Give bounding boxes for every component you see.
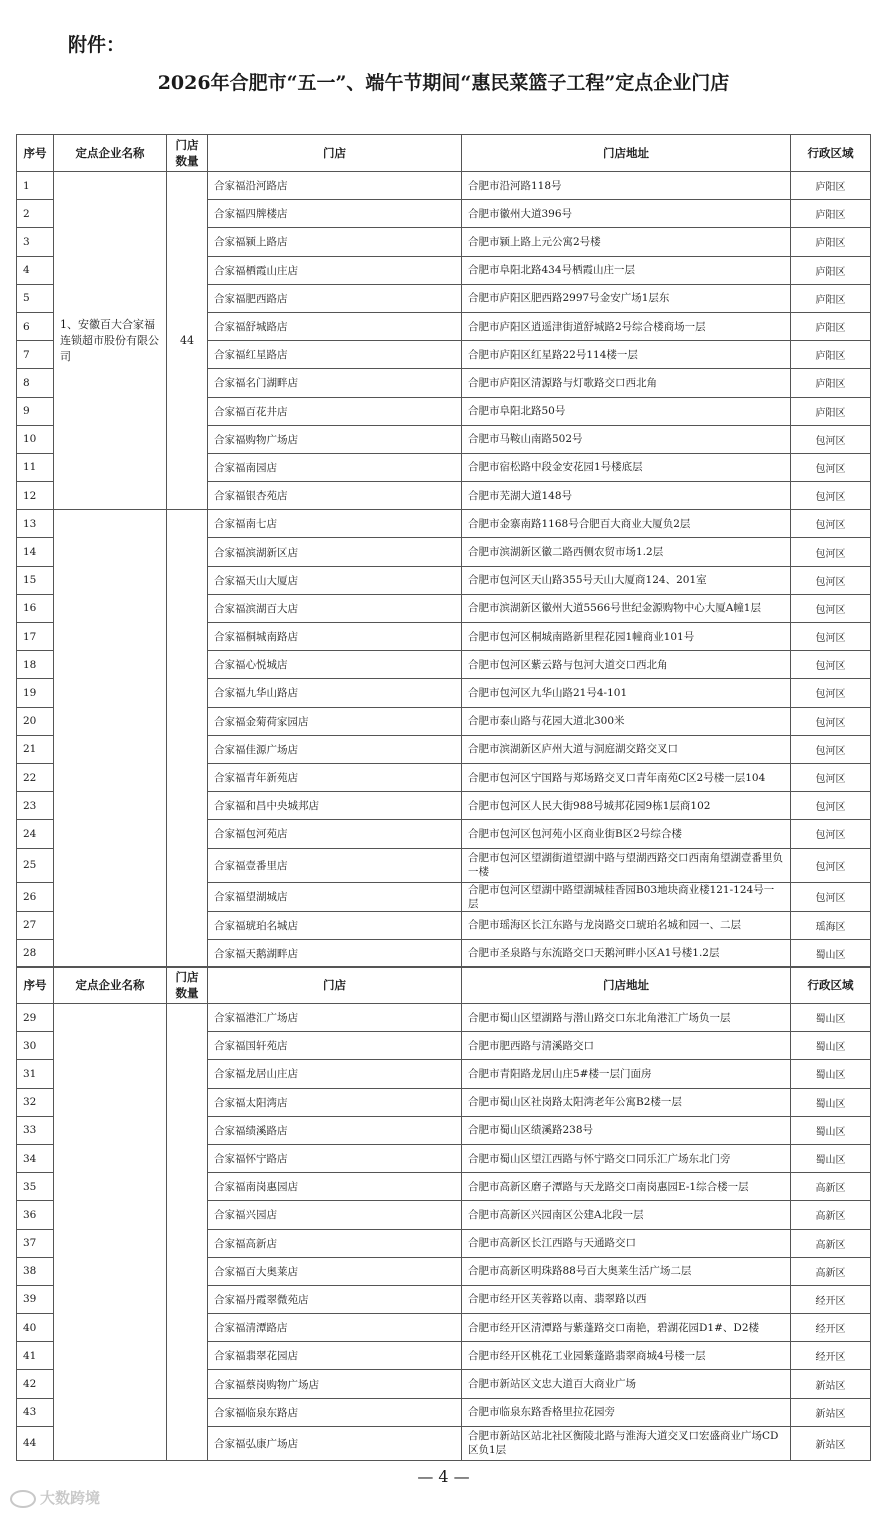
store-table-part-2 [16, 966, 871, 1461]
store-address: 合肥市滨湖新区徽州大道5566号世纪金源购物中心大厦A幢1层 [462, 594, 791, 622]
store-address: 合肥市包河区九华山路21号4-101 [462, 679, 791, 707]
table-row [17, 510, 871, 538]
store-region: 蜀山区 [791, 1032, 871, 1060]
store-address: 合肥市芜湖大道148号 [462, 482, 791, 510]
store-address: 合肥市肥西路与清溪路交口 [462, 1032, 791, 1060]
row-number: 23 [17, 792, 54, 820]
attachment-label: 附件： [68, 34, 126, 56]
store-name: 合家福桐城南路店 [208, 623, 462, 651]
store-name: 合家福购物广场店 [208, 425, 462, 453]
row-number: 20 [17, 707, 54, 735]
store-name: 合家福颍上路店 [208, 228, 462, 256]
store-name: 合家福高新店 [208, 1229, 462, 1257]
store-region: 庐阳区 [791, 341, 871, 369]
store-address: 合肥市庐阳区逍遥津街道舒城路2号综合楼商场一层 [462, 312, 791, 340]
row-number: 42 [17, 1370, 54, 1398]
store-name: 合家福蔡岗购物广场店 [208, 1370, 462, 1398]
store-address: 合肥市蜀山区望江西路与怀宁路交口同乐汇广场东北门旁 [462, 1144, 791, 1172]
store-region: 高新区 [791, 1229, 871, 1257]
header-region: 行政区域 [791, 967, 871, 1004]
store-region: 包河区 [791, 538, 871, 566]
row-number: 31 [17, 1060, 54, 1088]
company-name-cont [54, 510, 167, 968]
store-region: 蜀山区 [791, 1144, 871, 1172]
store-address: 合肥市包河区望湖街道望湖中路与望湖西路交口西南角望湖壹番里负一楼 [462, 848, 791, 882]
store-region: 包河区 [791, 594, 871, 622]
store-region: 高新区 [791, 1173, 871, 1201]
store-address: 合肥市高新区兴园南区公建A北段一层 [462, 1201, 791, 1229]
store-region: 包河区 [791, 425, 871, 453]
store-region: 包河区 [791, 848, 871, 882]
store-address: 合肥市临泉东路香格里拉花园旁 [462, 1398, 791, 1426]
watermark-text: 大数跨境 [40, 1489, 101, 1507]
store-name: 合家福南七店 [208, 510, 462, 538]
header-store: 门店 [208, 135, 462, 172]
store-region: 庐阳区 [791, 256, 871, 284]
store-region: 包河区 [791, 651, 871, 679]
store-address: 合肥市阜阳北路434号栖霞山庄一层 [462, 256, 791, 284]
row-number: 27 [17, 911, 54, 939]
row-number: 26 [17, 882, 54, 911]
store-name: 合家福望湖城店 [208, 882, 462, 911]
header-store: 门店 [208, 967, 462, 1004]
store-name: 合家福南岗惠园店 [208, 1173, 462, 1201]
store-address: 合肥市包河区人民大街988号城邦花园9栋1层商102 [462, 792, 791, 820]
header-address: 门店地址 [462, 135, 791, 172]
store-region: 新站区 [791, 1370, 871, 1398]
store-address: 合肥市蜀山区社岗路太阳湾老年公寓B2楼一层 [462, 1088, 791, 1116]
store-name: 合家福港汇广场店 [208, 1004, 462, 1032]
store-name: 合家福九华山路店 [208, 679, 462, 707]
store-address: 合肥市宿松路中段金安花园1号楼底层 [462, 453, 791, 481]
row-number: 39 [17, 1285, 54, 1313]
store-count: 44 [167, 172, 208, 510]
watermark-logo-icon [10, 1490, 36, 1508]
row-number: 22 [17, 763, 54, 791]
store-name: 合家福银杏苑店 [208, 482, 462, 510]
header-count: 门店数量 [167, 135, 208, 172]
store-name: 合家福丹霞翠微苑店 [208, 1285, 462, 1313]
store-address: 合肥市包河区包河苑小区商业街B区2号综合楼 [462, 820, 791, 848]
store-address: 合肥市新站区站北社区衡陵北路与淮海大道交叉口宏盛商业广场CD区负1层 [462, 1426, 791, 1460]
store-name: 合家福琥珀名城店 [208, 911, 462, 939]
store-name: 合家福翡翠花园店 [208, 1342, 462, 1370]
store-address: 合肥市阜阳北路50号 [462, 397, 791, 425]
row-number: 41 [17, 1342, 54, 1370]
store-region: 蜀山区 [791, 1088, 871, 1116]
row-number: 40 [17, 1314, 54, 1342]
store-address: 合肥市泰山路与花园大道北300米 [462, 707, 791, 735]
store-address: 合肥市庐阳区红星路22号114楼一层 [462, 341, 791, 369]
store-name: 合家福名门湖畔店 [208, 369, 462, 397]
store-name: 合家福青年新苑店 [208, 763, 462, 791]
row-number: 14 [17, 538, 54, 566]
store-name: 合家福和昌中央城邦店 [208, 792, 462, 820]
page-title: 2026年合肥市“五一”、端午节期间“惠民菜篮子工程”定点企业门店 [157, 72, 730, 94]
store-count-cont [167, 510, 208, 968]
header-region: 行政区域 [791, 135, 871, 172]
store-region: 包河区 [791, 792, 871, 820]
store-name: 合家福肥西路店 [208, 284, 462, 312]
store-name: 合家福国轩苑店 [208, 1032, 462, 1060]
store-region: 庐阳区 [791, 228, 871, 256]
store-region: 包河区 [791, 482, 871, 510]
store-address: 合肥市金寨南路1168号合肥百大商业大厦负2层 [462, 510, 791, 538]
store-region: 高新区 [791, 1201, 871, 1229]
row-number: 8 [17, 369, 54, 397]
store-name: 合家福佳源广场店 [208, 735, 462, 763]
store-region: 蜀山区 [791, 1116, 871, 1144]
store-name: 合家福百花井店 [208, 397, 462, 425]
store-name: 合家福舒城路店 [208, 312, 462, 340]
store-address: 合肥市包河区桐城南路新里程花园1幢商业101号 [462, 623, 791, 651]
store-name: 合家福太阳湾店 [208, 1088, 462, 1116]
store-address: 合肥市经开区芙蓉路以南、翡翠路以西 [462, 1285, 791, 1313]
store-region: 蜀山区 [791, 1004, 871, 1032]
page-number: — 4 — [417, 1467, 470, 1486]
store-address: 合肥市徽州大道396号 [462, 200, 791, 228]
store-name: 合家福滨湖百大店 [208, 594, 462, 622]
store-region: 包河区 [791, 679, 871, 707]
store-name: 合家福百大奥莱店 [208, 1257, 462, 1285]
row-number: 6 [17, 312, 54, 340]
store-name: 合家福金菊荷家园店 [208, 707, 462, 735]
store-address: 合肥市颍上路上元公寓2号楼 [462, 228, 791, 256]
store-address: 合肥市蜀山区望湖路与潜山路交口东北角港汇广场负一层 [462, 1004, 791, 1032]
store-address: 合肥市高新区磨子潭路与天龙路交口南岗惠园E-1综合楼一层 [462, 1173, 791, 1201]
store-address: 合肥市瑶海区长江东路与龙岗路交口琥珀名城和园一、二层 [462, 911, 791, 939]
store-region: 庐阳区 [791, 312, 871, 340]
row-number: 30 [17, 1032, 54, 1060]
row-number: 15 [17, 566, 54, 594]
store-table-part-1 [16, 134, 871, 968]
store-region: 包河区 [791, 820, 871, 848]
store-name: 合家福天山大厦店 [208, 566, 462, 594]
header-count: 门店数量 [167, 967, 208, 1004]
store-region: 经开区 [791, 1314, 871, 1342]
company-name: 1、安徽百大合家福连锁超市股份有限公司 [54, 172, 167, 510]
store-region: 包河区 [791, 510, 871, 538]
store-region: 包河区 [791, 566, 871, 594]
store-address: 合肥市经开区桃花工业园紫蓬路翡翠商城4号楼一层 [462, 1342, 791, 1370]
store-address: 合肥市包河区紫云路与包河大道交口西北角 [462, 651, 791, 679]
header-no: 序号 [17, 135, 54, 172]
watermark [10, 1487, 100, 1508]
store-name: 合家福包河苑店 [208, 820, 462, 848]
row-number: 43 [17, 1398, 54, 1426]
row-number: 4 [17, 256, 54, 284]
store-name: 合家福南园店 [208, 453, 462, 481]
row-number: 16 [17, 594, 54, 622]
row-number: 37 [17, 1229, 54, 1257]
store-region: 蜀山区 [791, 939, 871, 967]
store-region: 庐阳区 [791, 172, 871, 200]
store-address: 合肥市高新区明珠路88号百大奥莱生活广场二层 [462, 1257, 791, 1285]
store-address: 合肥市高新区长江西路与天通路交口 [462, 1229, 791, 1257]
store-region: 经开区 [791, 1342, 871, 1370]
row-number: 17 [17, 623, 54, 651]
store-address: 合肥市新站区文忠大道百大商业广场 [462, 1370, 791, 1398]
table-row [17, 1004, 871, 1032]
company-name-cont [54, 1004, 167, 1461]
store-name: 合家福天鹅湖畔店 [208, 939, 462, 967]
row-number: 32 [17, 1088, 54, 1116]
store-region: 庐阳区 [791, 284, 871, 312]
store-address: 合肥市庐阳区清源路与灯歌路交口西北角 [462, 369, 791, 397]
store-address: 合肥市马鞍山南路502号 [462, 425, 791, 453]
store-region: 包河区 [791, 763, 871, 791]
row-number: 36 [17, 1201, 54, 1229]
store-region: 蜀山区 [791, 1060, 871, 1088]
store-name: 合家福绩溪路店 [208, 1116, 462, 1144]
header-address: 门店地址 [462, 967, 791, 1004]
store-name: 合家福龙居山庄店 [208, 1060, 462, 1088]
store-region: 包河区 [791, 453, 871, 481]
store-address: 合肥市沿河路118号 [462, 172, 791, 200]
row-number: 33 [17, 1116, 54, 1144]
row-number: 34 [17, 1144, 54, 1172]
store-address: 合肥市圣泉路与东流路交口天鹅河畔小区A1号楼1.2层 [462, 939, 791, 967]
store-name: 合家福滨湖新区店 [208, 538, 462, 566]
store-name: 合家福弘康广场店 [208, 1426, 462, 1460]
store-address: 合肥市包河区天山路355号天山大厦商124、201室 [462, 566, 791, 594]
row-number: 19 [17, 679, 54, 707]
row-number: 28 [17, 939, 54, 967]
row-number: 7 [17, 341, 54, 369]
store-region: 高新区 [791, 1257, 871, 1285]
store-name: 合家福壹番里店 [208, 848, 462, 882]
row-number: 10 [17, 425, 54, 453]
store-address: 合肥市经开区清潭路与紫蓬路交口南艳，碧湖花园D1#、D2楼 [462, 1314, 791, 1342]
row-number: 44 [17, 1426, 54, 1460]
store-name: 合家福四牌楼店 [208, 200, 462, 228]
store-region: 包河区 [791, 623, 871, 651]
store-region: 包河区 [791, 882, 871, 911]
store-address: 合肥市包河区望湖中路望湖城桂香园B03地块商业楼121-124号一层 [462, 882, 791, 911]
store-address: 合肥市包河区宁国路与郑场路交叉口青年南苑C区2号楼一层104 [462, 763, 791, 791]
store-address: 合肥市青阳路龙居山庄5#楼一层门面房 [462, 1060, 791, 1088]
row-number: 21 [17, 735, 54, 763]
store-region: 新站区 [791, 1398, 871, 1426]
row-number: 9 [17, 397, 54, 425]
row-number: 12 [17, 482, 54, 510]
store-region: 庐阳区 [791, 200, 871, 228]
table-header-row [17, 135, 871, 172]
table-header-row [17, 967, 871, 1004]
row-number: 35 [17, 1173, 54, 1201]
store-name: 合家福栖霞山庄店 [208, 256, 462, 284]
store-region: 瑶海区 [791, 911, 871, 939]
header-company: 定点企业名称 [54, 135, 167, 172]
store-name: 合家福兴园店 [208, 1201, 462, 1229]
row-number: 5 [17, 284, 54, 312]
header-no: 序号 [17, 967, 54, 1004]
row-number: 11 [17, 453, 54, 481]
store-name: 合家福红星路店 [208, 341, 462, 369]
row-number: 29 [17, 1004, 54, 1032]
row-number: 18 [17, 651, 54, 679]
store-region: 包河区 [791, 735, 871, 763]
store-address: 合肥市庐阳区肥西路2997号金安广场1层东 [462, 284, 791, 312]
store-name: 合家福沿河路店 [208, 172, 462, 200]
store-count-cont [167, 1004, 208, 1461]
row-number: 2 [17, 200, 54, 228]
header-company: 定点企业名称 [54, 967, 167, 1004]
store-address: 合肥市蜀山区绩溪路238号 [462, 1116, 791, 1144]
store-region: 庐阳区 [791, 397, 871, 425]
row-number: 1 [17, 172, 54, 200]
store-region: 庐阳区 [791, 369, 871, 397]
store-region: 包河区 [791, 707, 871, 735]
row-number: 13 [17, 510, 54, 538]
table-row [17, 172, 871, 200]
row-number: 25 [17, 848, 54, 882]
row-number: 38 [17, 1257, 54, 1285]
row-number: 3 [17, 228, 54, 256]
store-name: 合家福清潭路店 [208, 1314, 462, 1342]
store-address: 合肥市滨湖新区庐州大道与洞庭湖交路交叉口 [462, 735, 791, 763]
store-name: 合家福怀宁路店 [208, 1144, 462, 1172]
store-address: 合肥市滨湖新区徽二路西侧农贸市场1.2层 [462, 538, 791, 566]
store-name: 合家福临泉东路店 [208, 1398, 462, 1426]
store-name: 合家福心悦城店 [208, 651, 462, 679]
row-number: 24 [17, 820, 54, 848]
store-region: 新站区 [791, 1426, 871, 1460]
store-region: 经开区 [791, 1285, 871, 1313]
